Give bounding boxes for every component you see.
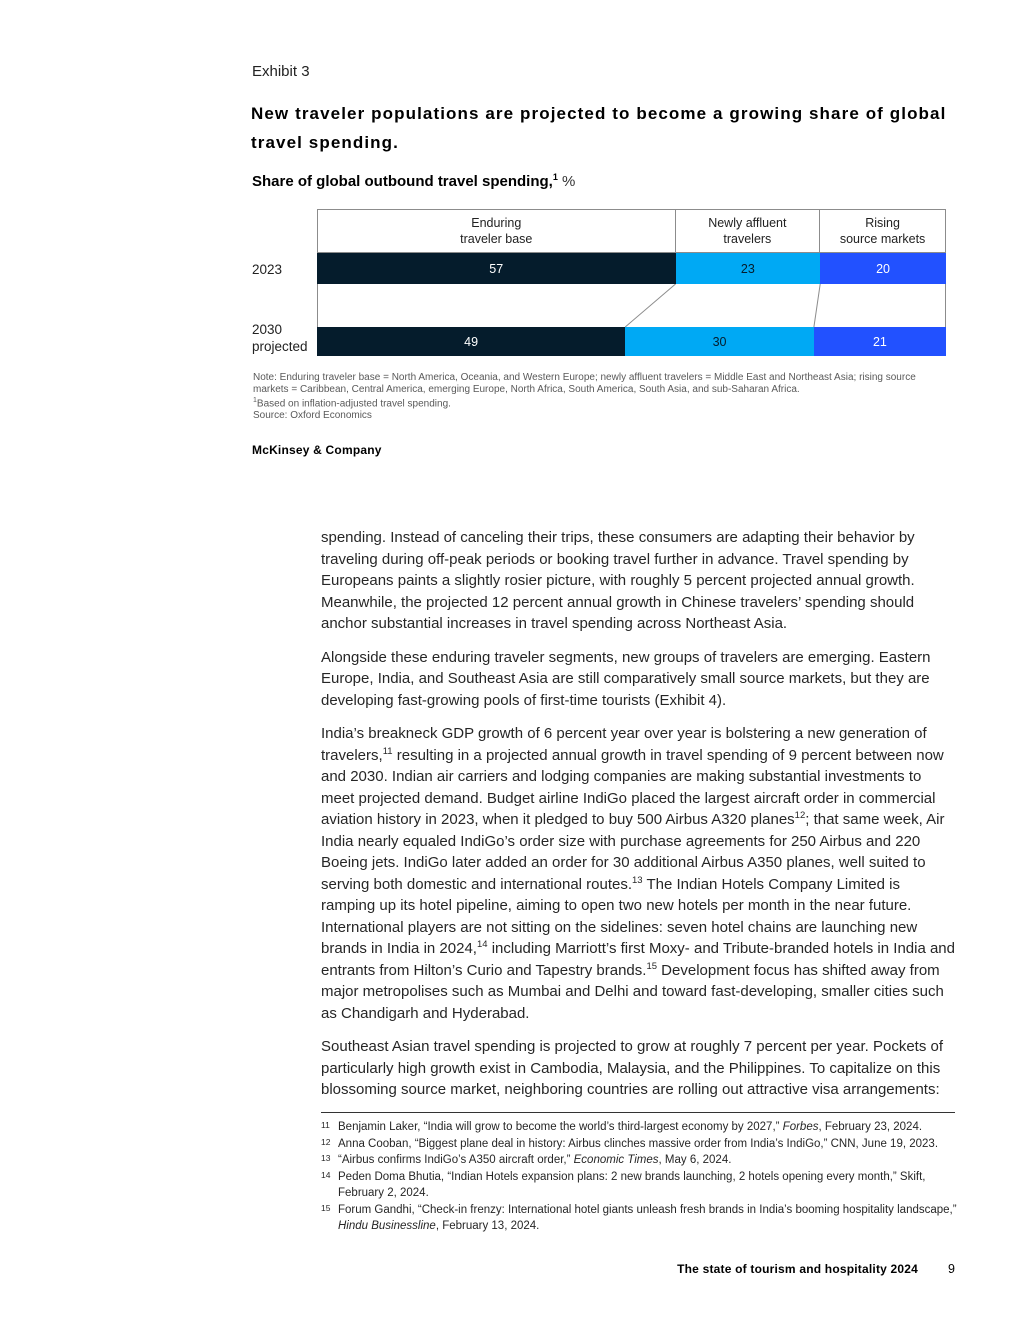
- footnote-item-11: [321, 1119, 963, 1136]
- chart-title-footnote-marker: 1: [552, 172, 558, 182]
- body-text: resulting in a projected annual growth in travel spending of 9 percent between now and 2030. Indian air carriers and lodging companies are making substantial investments to meet projected demand. Budget airline IndiGo placed the largest aircraft order in commercial aviation history in 2023, when it pledged to buy 500 Airbus A320 planes: [321, 746, 944, 828]
- chart-unit-percent: %: [562, 173, 576, 190]
- body-text: Development focus has shifted away from major metropolises such as Mumbai and Delhi and toward fast-developing, smaller cities such as Chandigarh and Hyderabad.: [321, 961, 944, 1022]
- footer-report-title: The state of tourism and hospitality 2024: [677, 1262, 919, 1276]
- column-header-rising: [819, 209, 946, 253]
- footnote-text: , February 23, 2024.: [818, 1121, 923, 1133]
- bar-segment-2030-enduring: 49: [317, 327, 625, 356]
- footnote-italic-text: Economic Times: [573, 1154, 659, 1166]
- body-paragraph-1: spending. Instead of canceling their trips, these consumers are adapting their behavior by traveling during off-peak periods or booking travel further in advance. Travel spending by Europeans paints a slightly rosier picture, with roughly 5 percent projected annual growth. Meanwhile, the projected 12 percent annual growth in Chinese travelers’ spending should anchor substantial increases in travel spending across Northeast Asia.: [321, 529, 915, 632]
- chart-footnote-text: Based on inflation-adjusted travel spending.: [256, 398, 451, 410]
- column-header-line: Rising: [865, 216, 900, 230]
- chart-footnote: [253, 395, 917, 410]
- chart-column-headers: [317, 209, 946, 253]
- footnote-ref-13: 13: [632, 874, 643, 886]
- body-copy: [321, 527, 958, 1113]
- footnote-text: , February 13, 2024.: [435, 1220, 540, 1232]
- footnote-item-15: [321, 1202, 963, 1235]
- footnote-text: Peden Doma Bhutia, “Indian Hotels expansion plans: 2 new brands launching, 2 hotels opening every month,” Skift, February 2, 2024.: [338, 1170, 926, 1199]
- footnote-ref-15: 15: [646, 960, 658, 972]
- body-paragraph-2: Alongside these enduring traveler segments, new groups of travelers are emerging. Eastern Europe, India, and Southeast Asia are still comparatively small source markets, but they are developing fast-growing pools of first-time tourists (Exhibit 4).: [321, 648, 931, 709]
- row-label-line: 2030: [252, 322, 283, 337]
- page-number: 9: [948, 1262, 955, 1276]
- body-paragraph-3: [321, 723, 958, 1024]
- bar-segment-2023-enduring: 57: [317, 253, 676, 284]
- body-text: India’s breakneck GDP growth of 6 percent year over year is bolstering a new generation of travelers,: [321, 725, 927, 764]
- row-label-2030: [252, 321, 308, 355]
- body-text: ; that same week, Air India nearly equaled IndiGo’s order size with purchase agreements for 250 Airbus and 220 Boeing jets. IndiGo later added an order for 30 additional Airbus A350 planes, well suited to serving both domestic and international routes.: [321, 811, 945, 893]
- footnote-text: Forum Gandhi, “Check-in frenzy: International hotel giants unleash fresh brands in India’s booming hospitality landscape,”: [338, 1203, 957, 1216]
- row-label-line: projected: [252, 339, 308, 354]
- footnote-marker: 14: [321, 1169, 331, 1180]
- column-header-enduring: [317, 209, 676, 253]
- bar-row-2023: [317, 253, 946, 284]
- chart-source: Source: Oxford Economics: [253, 409, 372, 421]
- footnote-item-14: [321, 1169, 963, 1202]
- column-header-line: source markets: [839, 232, 926, 246]
- body-paragraph-4: Southeast Asian travel spending is projected to grow at roughly 7 percent per year. Pockets of particularly high growth exist in Cambodia, Malaysia, and the Philippines. To capitalize on this blossoming source market, neighboring countries are rolling out attractive visa arrangements:: [321, 1038, 944, 1098]
- page-title: New traveler populations are projected to become a growing share of global travel spending.: [251, 104, 947, 152]
- footnote-text: Benjamin Laker, “India will grow to become the world’s third-largest economy by 2027,”: [338, 1121, 783, 1133]
- exhibit-label: Exhibit 3: [252, 63, 310, 80]
- footnote-item-13: [321, 1152, 963, 1169]
- footnote-marker: 12: [321, 1136, 331, 1147]
- page-footer: [0, 1262, 955, 1276]
- bar-segment-2023-rising: 20: [820, 253, 946, 284]
- row-label-2023: 2023: [252, 262, 283, 277]
- column-header-line: Enduring: [471, 216, 522, 230]
- footnote-marker: 15: [321, 1202, 331, 1213]
- chart-footnote-marker: 1: [253, 397, 257, 404]
- footnote-item-12: [321, 1136, 963, 1153]
- footnote-divider: [321, 1112, 955, 1113]
- chart-note: Note: Enduring traveler base = North America, Oceania, and Western Europe; newly affluent travelers = Middle East and Northeast Asia; rising source markets = Caribbean, Central America, emerging Europe, North Africa, South America, South Asia, and sub-Saharan Africa.: [253, 372, 916, 395]
- bar-segment-2030-newly-affluent: 30: [625, 327, 814, 356]
- footnote-marker: 11: [321, 1120, 330, 1130]
- body-text: The Indian Hotels Company Limited is ramping up its hotel pipeline, aiming to open two new hotels per month in the near future. International players are not sitting on the sidelines: seven hotel chains are launching new brands in India in 2024,: [321, 875, 918, 957]
- column-header-newly-affluent: [675, 209, 821, 253]
- footnote-text: Anna Cooban, “Biggest plane deal in history: Airbus clinches massive order from India’s IndiGo,” CNN, June 19, 2023.: [338, 1137, 939, 1150]
- footnote-ref-11: 11: [382, 745, 393, 757]
- footnote-italic-text: Hindu Businessline: [338, 1220, 436, 1232]
- column-header-line: travelers: [723, 232, 772, 246]
- chart-notes: [253, 372, 917, 421]
- footnote-text: “Airbus confirms IndiGo’s A350 aircraft order,”: [338, 1154, 574, 1166]
- body-text: including Marriott’s first Moxy- and Tribute-branded hotels in India and entrants from Hilton’s Curio and Tapestry brands.: [321, 940, 955, 979]
- bar-segment-2030-rising: 21: [814, 327, 946, 356]
- bar-connector-lines: [317, 284, 946, 327]
- footnote-text: , May 6, 2024.: [658, 1154, 732, 1166]
- column-header-line: traveler base: [460, 232, 533, 246]
- column-header-line: Newly affluent: [708, 216, 787, 230]
- footnotes-list: [321, 1119, 963, 1235]
- footnote-ref-12: 12: [794, 810, 806, 821]
- bar-segment-2023-newly-affluent: 23: [676, 253, 821, 284]
- chart-title: [252, 172, 575, 190]
- footnote-marker: 13: [321, 1153, 331, 1163]
- footnote-ref-14: 14: [476, 939, 488, 950]
- footnote-italic-text: Forbes: [782, 1121, 819, 1133]
- bar-row-2030: [317, 327, 946, 356]
- mckinsey-logo: McKinsey & Company: [252, 443, 382, 457]
- chart-title-text: Share of global outbound travel spending,: [252, 173, 553, 190]
